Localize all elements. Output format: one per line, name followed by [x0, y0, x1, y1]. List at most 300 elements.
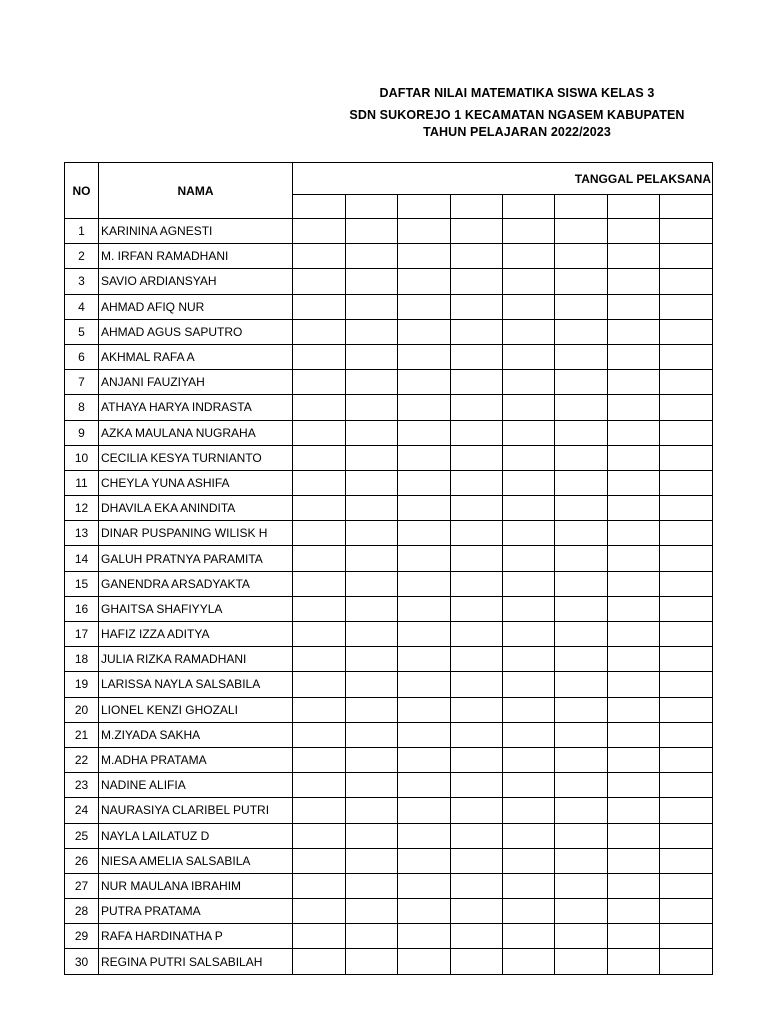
grade-cell[interactable] [346, 924, 398, 949]
grade-cell[interactable] [346, 622, 398, 647]
grade-cell[interactable] [608, 294, 660, 319]
grade-cell[interactable] [555, 370, 608, 395]
student-name: NADINE ALIFIA [99, 773, 293, 798]
grade-cell[interactable] [398, 672, 451, 697]
grade-cell[interactable] [503, 294, 555, 319]
grade-cell[interactable] [398, 697, 451, 722]
grade-cell[interactable] [660, 848, 713, 873]
grade-cell[interactable] [346, 697, 398, 722]
col-tanggal-header: TANGGAL PELAKSANA [293, 163, 713, 195]
grade-cell[interactable] [555, 848, 608, 873]
row-number: 14 [65, 546, 99, 571]
grade-cell[interactable] [293, 722, 346, 747]
grade-cell[interactable] [660, 496, 713, 521]
grade-cell[interactable] [555, 873, 608, 898]
grade-cell[interactable] [398, 722, 451, 747]
grade-cell[interactable] [503, 848, 555, 873]
grade-cell[interactable] [503, 344, 555, 369]
grade-cell[interactable] [555, 924, 608, 949]
grade-cell[interactable] [293, 622, 346, 647]
grade-cell[interactable] [293, 395, 346, 420]
grade-cell[interactable] [293, 848, 346, 873]
grade-cell[interactable] [293, 596, 346, 621]
grade-cell[interactable] [555, 647, 608, 672]
grade-cell[interactable] [660, 269, 713, 294]
table-row [65, 873, 713, 898]
grade-cell[interactable] [398, 596, 451, 621]
grade-cell[interactable] [398, 546, 451, 571]
grade-cell[interactable] [293, 370, 346, 395]
grade-cell[interactable] [398, 823, 451, 848]
date-cell[interactable] [660, 195, 713, 219]
row-number: 17 [65, 622, 99, 647]
row-number: 5 [65, 319, 99, 344]
grade-cell[interactable] [346, 798, 398, 823]
grade-cell[interactable] [608, 571, 660, 596]
grade-cell[interactable] [451, 571, 503, 596]
grade-cell[interactable] [660, 470, 713, 495]
grade-cell[interactable] [608, 798, 660, 823]
row-number: 3 [65, 269, 99, 294]
grade-cell[interactable] [398, 899, 451, 924]
grade-cell[interactable] [660, 294, 713, 319]
grade-cell[interactable] [660, 445, 713, 470]
student-name: NUR MAULANA IBRAHIM [99, 873, 293, 898]
date-cell[interactable] [451, 195, 503, 219]
grade-cell[interactable] [660, 395, 713, 420]
table-row [65, 622, 713, 647]
grade-cell[interactable] [660, 370, 713, 395]
grade-cell[interactable] [346, 747, 398, 772]
grade-cell[interactable] [660, 798, 713, 823]
grade-cell[interactable] [398, 470, 451, 495]
grade-cell[interactable] [503, 873, 555, 898]
row-number: 26 [65, 848, 99, 873]
grade-cell[interactable] [451, 873, 503, 898]
grade-cell[interactable] [293, 899, 346, 924]
grade-cell[interactable] [451, 596, 503, 621]
grade-cell[interactable] [555, 899, 608, 924]
grade-cell[interactable] [660, 924, 713, 949]
row-number: 4 [65, 294, 99, 319]
grade-cell[interactable] [398, 622, 451, 647]
grade-cell[interactable] [608, 470, 660, 495]
grade-cell[interactable] [503, 924, 555, 949]
grade-cell[interactable] [503, 798, 555, 823]
grade-cell[interactable] [293, 546, 346, 571]
grade-cell[interactable] [555, 798, 608, 823]
grade-cell[interactable] [398, 873, 451, 898]
table-row [65, 521, 713, 546]
grade-cell[interactable] [503, 722, 555, 747]
student-name: AHMAD AGUS SAPUTRO [99, 319, 293, 344]
grade-cell[interactable] [451, 219, 503, 244]
grade-cell[interactable] [293, 294, 346, 319]
grade-cell[interactable] [660, 899, 713, 924]
grade-cell[interactable] [398, 521, 451, 546]
grade-cell[interactable] [346, 722, 398, 747]
grade-cell[interactable] [555, 496, 608, 521]
grade-cell[interactable] [398, 370, 451, 395]
grade-cell[interactable] [451, 344, 503, 369]
grade-cell[interactable] [608, 344, 660, 369]
grade-cell[interactable] [503, 521, 555, 546]
grade-cell[interactable] [398, 319, 451, 344]
grade-cell[interactable] [398, 848, 451, 873]
grade-cell[interactable] [660, 546, 713, 571]
grade-cell[interactable] [293, 773, 346, 798]
grade-cell[interactable] [660, 747, 713, 772]
grade-cell[interactable] [451, 395, 503, 420]
grade-cell[interactable] [293, 344, 346, 369]
date-cell[interactable] [608, 195, 660, 219]
grade-cell[interactable] [346, 395, 398, 420]
grade-cell[interactable] [555, 319, 608, 344]
grade-cell[interactable] [608, 823, 660, 848]
grade-cell[interactable] [608, 370, 660, 395]
grade-cell[interactable] [346, 546, 398, 571]
grade-cell[interactable] [503, 219, 555, 244]
grade-cell[interactable] [451, 269, 503, 294]
grade-cell[interactable] [451, 924, 503, 949]
grade-cell[interactable] [293, 244, 346, 269]
grade-cell[interactable] [555, 949, 608, 974]
table-row [65, 647, 713, 672]
grade-cell[interactable] [503, 697, 555, 722]
grade-cell[interactable] [503, 546, 555, 571]
grade-cell[interactable] [398, 445, 451, 470]
grade-cell[interactable] [503, 672, 555, 697]
grade-cell[interactable] [608, 319, 660, 344]
doc-school: SDN SUKOREJO 1 KECAMATAN NGASEM KABUPATEN [349, 108, 685, 122]
grade-cell[interactable] [451, 496, 503, 521]
student-name: M.ADHA PRATAMA [99, 747, 293, 772]
grade-cell[interactable] [451, 949, 503, 974]
grade-cell[interactable] [293, 747, 346, 772]
grade-cell[interactable] [608, 647, 660, 672]
table-row [65, 798, 713, 823]
table-row [65, 899, 713, 924]
grade-cell[interactable] [503, 395, 555, 420]
grade-cell[interactable] [398, 294, 451, 319]
grade-cell[interactable] [346, 420, 398, 445]
grade-cell[interactable] [346, 899, 398, 924]
row-number: 19 [65, 672, 99, 697]
grade-cell[interactable] [451, 798, 503, 823]
grade-cell[interactable] [346, 445, 398, 470]
grade-cell[interactable] [660, 672, 713, 697]
grade-cell[interactable] [293, 823, 346, 848]
grade-cell[interactable] [555, 722, 608, 747]
grade-cell[interactable] [451, 722, 503, 747]
grade-cell[interactable] [555, 269, 608, 294]
grade-cell[interactable] [660, 571, 713, 596]
grade-cell[interactable] [660, 420, 713, 445]
grade-cell[interactable] [398, 747, 451, 772]
grade-cell[interactable] [451, 823, 503, 848]
grade-cell[interactable] [608, 924, 660, 949]
grade-cell[interactable] [346, 219, 398, 244]
grade-cell[interactable] [398, 949, 451, 974]
grade-cell[interactable] [293, 697, 346, 722]
row-number: 8 [65, 395, 99, 420]
grade-cell[interactable] [608, 395, 660, 420]
grade-cell[interactable] [660, 873, 713, 898]
grade-cell[interactable] [660, 949, 713, 974]
grade-table [64, 162, 713, 975]
grade-cell[interactable] [293, 496, 346, 521]
grade-cell[interactable] [451, 445, 503, 470]
grade-cell[interactable] [660, 823, 713, 848]
grade-cell[interactable] [503, 319, 555, 344]
grade-cell[interactable] [555, 344, 608, 369]
row-number: 13 [65, 521, 99, 546]
student-name: ANJANI FAUZIYAH [99, 370, 293, 395]
date-cell[interactable] [555, 195, 608, 219]
grade-cell[interactable] [346, 773, 398, 798]
table-row [65, 823, 713, 848]
grade-cell[interactable] [293, 798, 346, 823]
table-row [65, 395, 713, 420]
grade-cell[interactable] [451, 470, 503, 495]
grade-cell[interactable] [660, 521, 713, 546]
grade-cell[interactable] [608, 949, 660, 974]
table-row [65, 546, 713, 571]
grade-cell[interactable] [293, 219, 346, 244]
grade-cell[interactable] [346, 571, 398, 596]
date-cell[interactable] [398, 195, 451, 219]
student-name: DHAVILA EKA ANINDITA [99, 496, 293, 521]
grade-cell[interactable] [451, 244, 503, 269]
grade-cell[interactable] [608, 672, 660, 697]
grade-cell[interactable] [503, 647, 555, 672]
table-row [65, 470, 713, 495]
grade-cell[interactable] [346, 521, 398, 546]
grade-cell[interactable] [608, 269, 660, 294]
grade-cell[interactable] [451, 521, 503, 546]
grade-cell[interactable] [608, 420, 660, 445]
grade-cell[interactable] [346, 344, 398, 369]
grade-cell[interactable] [608, 899, 660, 924]
grade-cell[interactable] [608, 747, 660, 772]
grade-cell[interactable] [398, 773, 451, 798]
grade-cell[interactable] [555, 445, 608, 470]
grade-cell[interactable] [503, 470, 555, 495]
grade-cell[interactable] [503, 420, 555, 445]
grade-cell[interactable] [398, 571, 451, 596]
grade-cell[interactable] [555, 596, 608, 621]
grade-cell[interactable] [608, 219, 660, 244]
grade-cell[interactable] [608, 445, 660, 470]
grade-cell[interactable] [346, 949, 398, 974]
row-number: 23 [65, 773, 99, 798]
grade-cell[interactable] [660, 647, 713, 672]
grade-cell[interactable] [293, 672, 346, 697]
grade-cell[interactable] [608, 244, 660, 269]
grade-cell[interactable] [346, 244, 398, 269]
grade-cell[interactable] [346, 294, 398, 319]
grade-cell[interactable] [451, 672, 503, 697]
col-nama-header: NAMA [99, 163, 293, 219]
grade-cell[interactable] [555, 672, 608, 697]
grade-cell[interactable] [346, 848, 398, 873]
grade-cell[interactable] [398, 269, 451, 294]
grade-cell[interactable] [503, 244, 555, 269]
grade-cell[interactable] [503, 622, 555, 647]
grade-cell[interactable] [555, 773, 608, 798]
grade-cell[interactable] [608, 596, 660, 621]
grade-cell[interactable] [503, 596, 555, 621]
page-crop-edge [713, 150, 768, 980]
grade-cell[interactable] [451, 370, 503, 395]
student-name: LARISSA NAYLA SALSABILA [99, 672, 293, 697]
grade-cell[interactable] [346, 496, 398, 521]
grade-cell[interactable] [398, 344, 451, 369]
grade-cell[interactable] [346, 269, 398, 294]
grade-cell[interactable] [346, 370, 398, 395]
grade-cell[interactable] [555, 521, 608, 546]
table-row [65, 672, 713, 697]
student-name: PUTRA PRATAMA [99, 899, 293, 924]
grade-cell[interactable] [293, 873, 346, 898]
grade-cell[interactable] [660, 722, 713, 747]
grade-cell[interactable] [503, 571, 555, 596]
date-cell[interactable] [293, 195, 346, 219]
grade-cell[interactable] [555, 823, 608, 848]
grade-cell[interactable] [503, 899, 555, 924]
grade-cell[interactable] [555, 244, 608, 269]
grade-cell[interactable] [660, 596, 713, 621]
grade-cell[interactable] [503, 823, 555, 848]
grade-cell[interactable] [608, 873, 660, 898]
student-name: GHAITSA SHAFIYYLA [99, 596, 293, 621]
student-name: DINAR PUSPANING WILISK H [99, 521, 293, 546]
row-number: 1 [65, 219, 99, 244]
grade-cell[interactable] [555, 546, 608, 571]
grade-cell[interactable] [293, 420, 346, 445]
grade-cell[interactable] [398, 924, 451, 949]
date-cell[interactable] [503, 195, 555, 219]
grade-cell[interactable] [503, 773, 555, 798]
table-row [65, 924, 713, 949]
grade-cell[interactable] [555, 747, 608, 772]
row-number: 21 [65, 722, 99, 747]
grade-cell[interactable] [293, 269, 346, 294]
row-number: 28 [65, 899, 99, 924]
grade-cell[interactable] [398, 647, 451, 672]
table-row [65, 294, 713, 319]
row-number: 15 [65, 571, 99, 596]
grade-cell[interactable] [660, 773, 713, 798]
grade-cell[interactable] [660, 219, 713, 244]
grade-cell[interactable] [608, 697, 660, 722]
grade-cell[interactable] [555, 470, 608, 495]
grade-cell[interactable] [555, 697, 608, 722]
grade-cell[interactable] [398, 219, 451, 244]
grade-cell[interactable] [608, 848, 660, 873]
grade-cell[interactable] [660, 697, 713, 722]
grade-cell[interactable] [346, 470, 398, 495]
grade-cell[interactable] [451, 848, 503, 873]
grade-cell[interactable] [398, 420, 451, 445]
grade-cell[interactable] [660, 244, 713, 269]
grade-cell[interactable] [293, 521, 346, 546]
grade-cell[interactable] [346, 647, 398, 672]
grade-cell[interactable] [608, 622, 660, 647]
student-name: NAURASIYA CLARIBEL PUTRI [99, 798, 293, 823]
grade-cell[interactable] [293, 319, 346, 344]
grade-cell[interactable] [346, 319, 398, 344]
row-number: 16 [65, 596, 99, 621]
grade-cell[interactable] [398, 496, 451, 521]
grade-cell[interactable] [293, 647, 346, 672]
row-number: 11 [65, 470, 99, 495]
grade-cell[interactable] [293, 470, 346, 495]
table-row [65, 269, 713, 294]
student-name: M. IRFAN RAMADHANI [99, 244, 293, 269]
grade-cell[interactable] [608, 773, 660, 798]
grade-cell[interactable] [346, 873, 398, 898]
grade-cell[interactable] [608, 546, 660, 571]
row-number: 12 [65, 496, 99, 521]
grade-cell[interactable] [555, 622, 608, 647]
grade-cell[interactable] [608, 521, 660, 546]
row-number: 22 [65, 747, 99, 772]
grade-cell[interactable] [451, 899, 503, 924]
grade-cell[interactable] [555, 420, 608, 445]
grade-cell[interactable] [451, 773, 503, 798]
grade-cell[interactable] [503, 496, 555, 521]
grade-cell[interactable] [293, 445, 346, 470]
table-row [65, 949, 713, 974]
grade-cell[interactable] [293, 571, 346, 596]
grade-cell[interactable] [503, 949, 555, 974]
grade-cell[interactable] [503, 269, 555, 294]
grade-cell[interactable] [451, 420, 503, 445]
grade-cell[interactable] [608, 496, 660, 521]
grade-cell[interactable] [451, 294, 503, 319]
grade-cell[interactable] [660, 344, 713, 369]
grade-cell[interactable] [555, 294, 608, 319]
grade-cell[interactable] [451, 647, 503, 672]
grade-cell[interactable] [503, 370, 555, 395]
grade-cell[interactable] [451, 546, 503, 571]
grade-cell[interactable] [660, 622, 713, 647]
row-number: 29 [65, 924, 99, 949]
grade-cell[interactable] [398, 244, 451, 269]
grade-cell[interactable] [398, 798, 451, 823]
grade-cell[interactable] [346, 596, 398, 621]
row-number: 24 [65, 798, 99, 823]
grade-cell[interactable] [503, 747, 555, 772]
grade-cell[interactable] [346, 672, 398, 697]
grade-cell[interactable] [555, 395, 608, 420]
grade-cell[interactable] [555, 571, 608, 596]
grade-cell[interactable] [451, 697, 503, 722]
grade-cell[interactable] [398, 395, 451, 420]
grade-cell[interactable] [503, 445, 555, 470]
date-cell[interactable] [346, 195, 398, 219]
grade-cell[interactable] [451, 319, 503, 344]
grade-cell[interactable] [660, 319, 713, 344]
grade-cell[interactable] [451, 622, 503, 647]
grade-cell[interactable] [608, 722, 660, 747]
grade-cell[interactable] [451, 747, 503, 772]
grade-cell[interactable] [555, 219, 608, 244]
grade-cell[interactable] [346, 823, 398, 848]
grade-cell[interactable] [293, 924, 346, 949]
grade-cell[interactable] [293, 949, 346, 974]
